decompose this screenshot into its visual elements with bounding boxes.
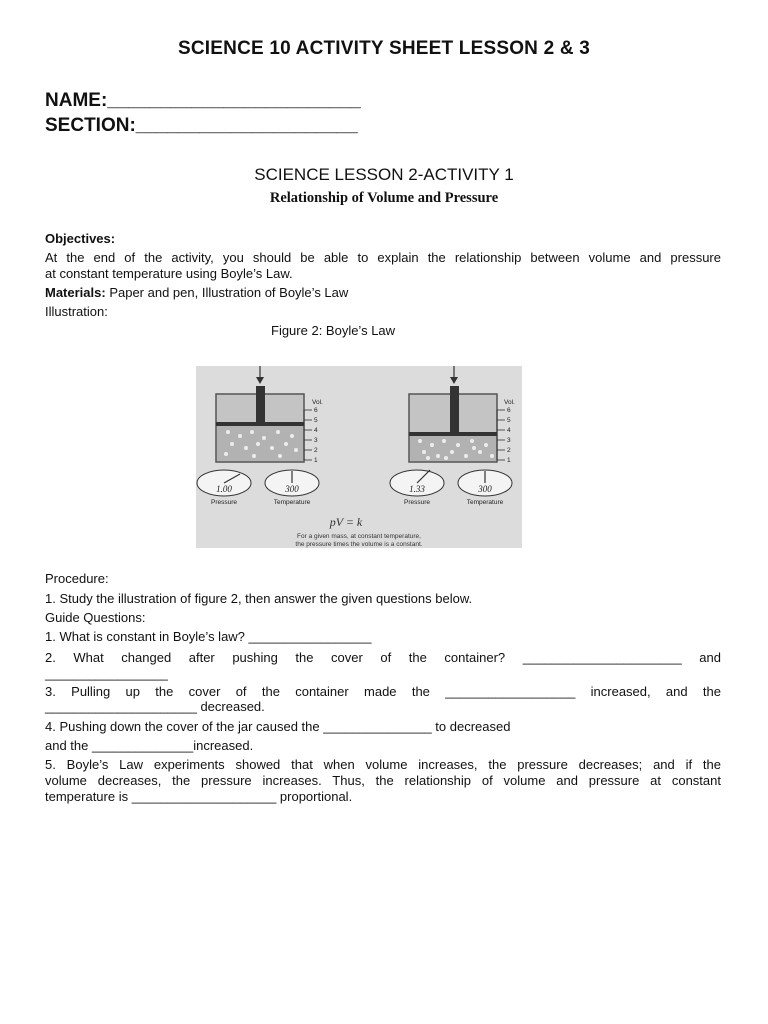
section-field: SECTION:_____________________	[45, 115, 358, 136]
materials-text: Paper and pen, Illustration of Boyle’s Law	[105, 285, 349, 300]
figure-note-line-2: the pressure times the volume is a constant.	[295, 541, 423, 548]
guide-question-4-line-2: and the ______________increased.	[45, 738, 254, 753]
materials-label: Materials:	[45, 285, 106, 300]
left-pressure-value: 1.00	[216, 484, 232, 494]
left-temperature-label: Temperature	[273, 499, 311, 506]
right-scale-6: 6	[507, 407, 511, 414]
right-pressure-value: 1.33	[409, 484, 425, 494]
guide-question-3-line-1: 3. Pulling up the cover of the container made the __________________ increased, and the	[45, 684, 721, 699]
objectives-line-2: at constant temperature using Boyle’s Law.	[45, 266, 293, 281]
objectives-label: Objectives:	[45, 231, 116, 246]
left-scale-1: 1	[314, 457, 318, 464]
right-piston-rod	[450, 386, 459, 434]
figure-caption: Figure 2: Boyle’s Law	[271, 323, 396, 338]
left-piston-rod	[256, 386, 265, 424]
guide-question-1: 1. What is constant in Boyle’s law? _________________	[45, 629, 372, 644]
sheet-title: SCIENCE 10 ACTIVITY SHEET LESSON 2 & 3	[178, 38, 590, 59]
lesson-title: SCIENCE LESSON 2-ACTIVITY 1	[254, 165, 514, 184]
guide-question-4-line-1: 4. Pushing down the cover of the jar caused the _______________ to decreased	[45, 719, 511, 734]
right-pressure-label: Pressure	[403, 499, 431, 506]
left-pressure-label: Pressure	[210, 499, 238, 506]
left-scale-2: 2	[314, 447, 318, 454]
materials-line	[45, 285, 721, 301]
guide-questions-label: Guide Questions:	[45, 610, 146, 625]
right-scale-4: 4	[507, 427, 511, 434]
guide-question-5-line-1: 5. Boyle’s Law experiments showed that when volume increases, the pressure decreases; and if the	[45, 757, 721, 772]
left-scale-4: 4	[314, 427, 318, 434]
left-scale-3: 3	[314, 437, 318, 444]
guide-question-5-line-3: temperature is ____________________ proportional.	[45, 789, 353, 804]
formula-pv-k: pV = k	[329, 515, 363, 529]
right-vol-label: Vol.	[504, 399, 515, 406]
right-temperature-value: 300	[478, 484, 492, 494]
guide-question-3-line-2: _____________________ decreased.	[45, 699, 265, 714]
right-scale-1: 1	[507, 457, 511, 464]
name-field: NAME:________________________	[45, 90, 361, 111]
guide-question-2-line-1: 2. What changed after pushing the cover of the container? ______________________ and	[45, 650, 721, 665]
right-gas	[410, 436, 496, 461]
left-gas	[217, 426, 303, 461]
procedure-label: Procedure:	[45, 571, 109, 586]
guide-question-5-line-2: volume decreases, the pressure increases. Thus, the relationship of volume and pressure at constant	[45, 773, 721, 788]
objectives-line-1: At the end of the activity, you should be able to explain the relationship between volume and pressure	[45, 250, 721, 265]
right-scale-5: 5	[507, 417, 511, 424]
guide-question-2-line-2: _________________	[45, 666, 168, 681]
figure-note-line-1: For a given mass, at constant temperature,	[297, 533, 421, 540]
left-vol-label: Vol.	[312, 399, 323, 406]
illustration-label: Illustration:	[45, 304, 108, 319]
left-scale-6: 6	[314, 407, 318, 414]
boyles-law-illustration	[196, 366, 522, 548]
right-scale-2: 2	[507, 447, 511, 454]
lesson-subtitle: Relationship of Volume and Pressure	[269, 190, 499, 206]
left-temperature-value: 300	[285, 484, 299, 494]
left-scale-5: 5	[314, 417, 318, 424]
right-scale-3: 3	[507, 437, 511, 444]
right-temperature-label: Temperature	[466, 499, 504, 506]
procedure-step-1: 1. Study the illustration of figure 2, then answer the given questions below.	[45, 591, 473, 606]
